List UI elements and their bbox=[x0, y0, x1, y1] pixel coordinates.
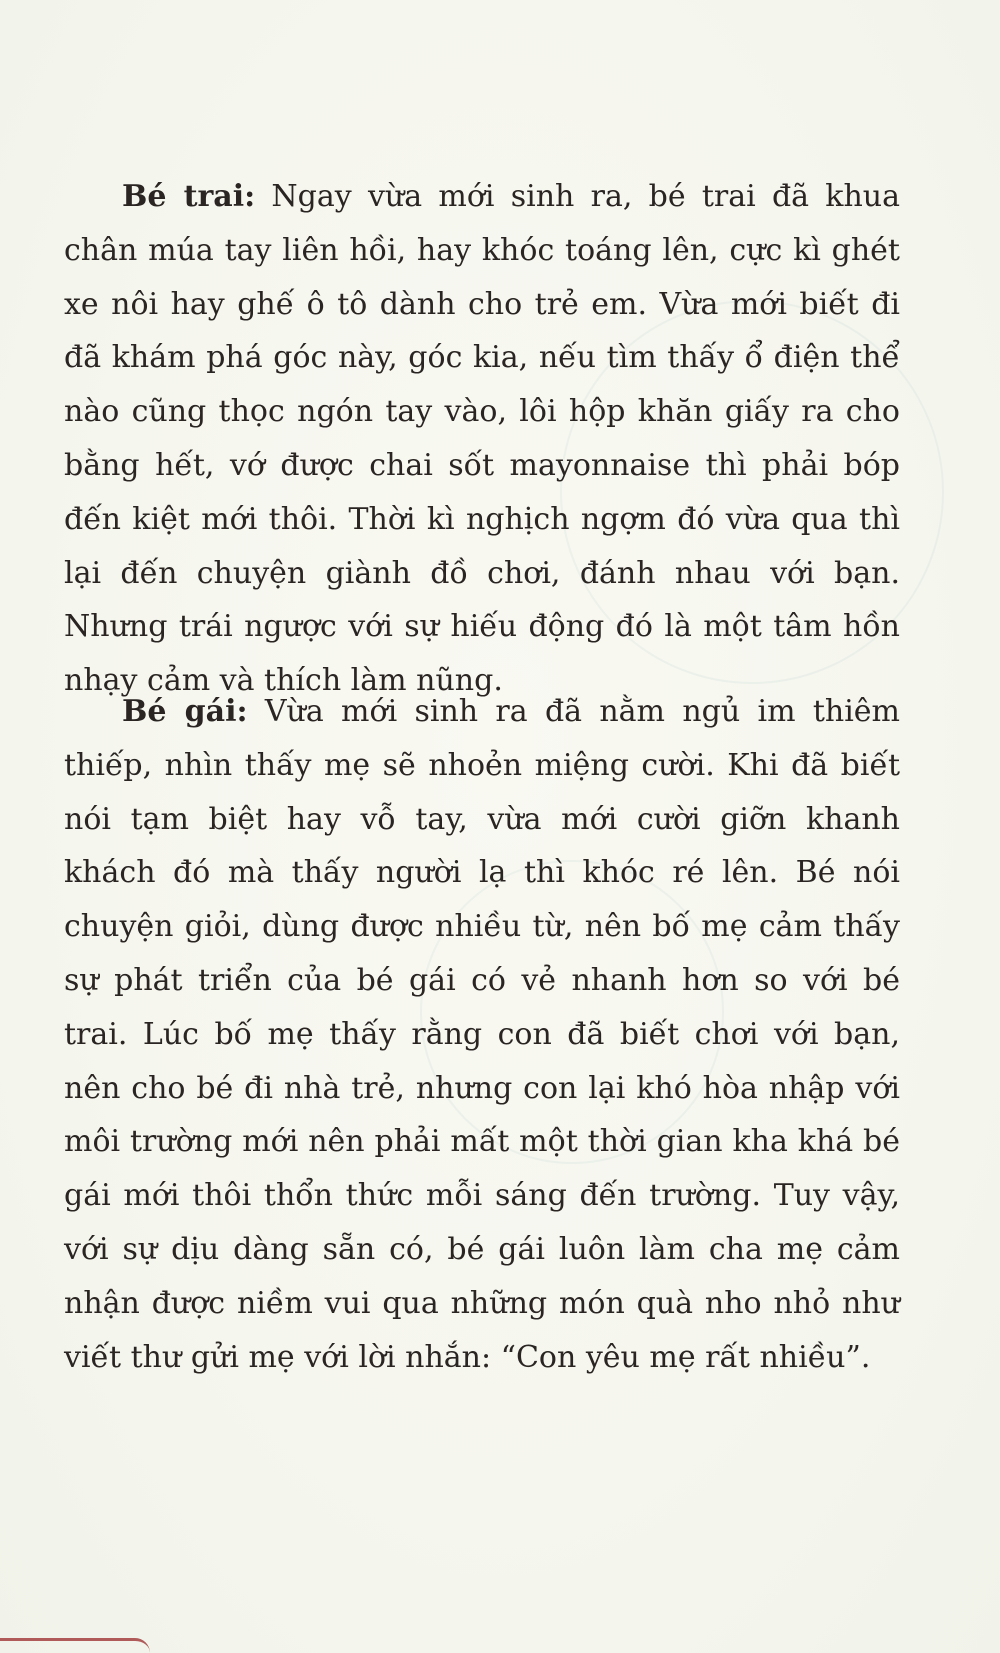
paragraph-text-girl: Vừa mới sinh ra đã nằm ngủ im thiêm thiếp, nhìn thấy mẹ sẽ nhoẻn miệng cười. Khi đã biết nói tạm biệt hay vỗ tay, vừa mới cười giỡn khanh khách đó mà thấy người lạ thì khóc ré lên. Bé nói chuyện giỏi, dùng được nhiều từ, nên bố mẹ cảm thấy sự phát triển của bé gái có vẻ nhanh hơn so với bé trai. Lúc bố mẹ thấy rằng con đã biết chơi với bạn, nên cho bé đi nhà trẻ, nhưng con lại khó hòa nhập với môi trường mới nên phải mất một thời gian kha khá bé gái mới thôi thổn thức mỗi sáng đến trường. Tuy vậy, với sự dịu dàng sẵn có, bé gái luôn làm cha mẹ cảm nhận được niềm vui qua những món quà nho nhỏ như viết thư gửi mẹ với lời nhắn: “Con yêu mẹ rất nhiều”. bbox=[64, 694, 901, 1375]
page-corner-decoration bbox=[0, 1638, 150, 1653]
paragraph-lead-girl: Bé gái: bbox=[122, 694, 248, 729]
paragraph-girl bbox=[64, 685, 900, 1384]
paragraph-lead-boy: Bé trai: bbox=[122, 179, 256, 214]
paragraph-text-boy: Ngay vừa mới sinh ra, bé trai đã khua chân múa tay liên hồi, hay khóc toáng lên, cực kì ghét xe nôi hay ghế ô tô dành cho trẻ em. Vừa mới biết đi đã khám phá góc này, góc kia, nếu tìm thấy ổ điện thể nào cũng thọc ngón tay vào, lôi hộp khăn giấy ra cho bằng hết, vớ được chai sốt mayonnaise thì phải bóp đến kiệt mới thôi. Thời kì nghịch ngợm đó vừa qua thì lại đến chuyện giành đồ chơi, đánh nhau với bạn. Nhưng trái ngược với sự hiếu động đó là một tâm hồn nhạy cảm và thích làm nũng. bbox=[64, 179, 900, 699]
paragraph-boy bbox=[64, 170, 900, 708]
